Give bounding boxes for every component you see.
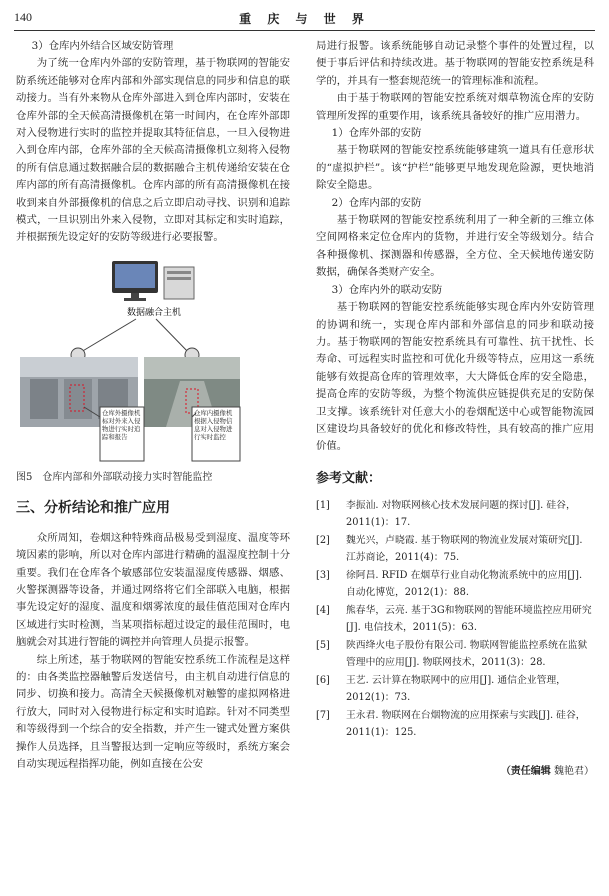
callout-interior-text: 仓库内摄像机根据入侵物信息对入侵物进行实时监控 (194, 408, 233, 441)
paragraph: 局进行报警。该系统能够自动记录整个事件的处置过程，以便于事后评估和持续改进。基于物联网的智能安控系统是科学的，并具有一整套规范统一的管理标准和流程。 (316, 40, 594, 87)
reference-text: 李振汕. 对物联网核心技术发展问题的探讨[J]. 硅谷，2011(1)：17. (346, 500, 576, 529)
reference-item (316, 497, 594, 531)
page-header (14, 8, 595, 31)
subsection-title: 3）仓库内外结合区域安防管理 (31, 40, 174, 52)
reference-item (316, 602, 594, 636)
section-heading: 三、分析结论和推广应用 (16, 500, 170, 517)
paragraph: 综上所述，基于物联网的智能安控系统工作流程是这样的：由各类监控器触警后发送信号，由主机自动进行信息的同步、切换和接力。高清全天候摄像机对触警的虚拟网格进行放大，同时对入侵物进行标定和实时追踪。针对不同类型和等级得到一个综合的安全指数，并产生一键式处置方案供操作人员选择，且当警报达到一定响应等级时，系统方案会自动实现远程指挥功能，例如直接在公安 (16, 653, 290, 770)
paragraph: 由于基于物联网的智能安控系统对烟草物流仓库的安防管理所发挥的重要作用，该系统具备较好的推广应用潜力。 (316, 92, 594, 122)
callout-exterior-text: 仓库外摄像机标对外来入侵物进行实时追踪和报告 (102, 408, 141, 441)
paragraph: 为了统一仓库内外部的安防管理，基于物联网的智能安防系统还能够对仓库内部和外部实现信息的同步和信息的联动接力。当有外来物从仓库外部进入到仓库内部时，安装在仓库外部的全天候高清摄像机在第一时间内，在仓库外部即对入侵物进行实时的监控并提取其特征信息，一旦入侵物进入到仓库内部，仓库外部的全天候高清摄像机立刻将入侵物的所有信息通过数据融合层的数据融合主机传递给安装在仓库内部的所有高清摄像机。仓库内部的所有高清摄像机在接收到来自外部摄像机的信息之后立即启动寻找、识别和追踪模式，一旦识别出外来入侵物，立即对其标定和实时追踪，并根据预先设定好的安防等级进行必要报警。 (16, 57, 290, 244)
paragraph: 基于物联网的智能安控系统利用了一种全新的三维立体空间网格来定位仓库内的货物，并进行安全等级划分。结合各种摄像机、探测器和传感器，全方位、全天候地传递安防数据，确保各类财产安全。 (316, 214, 594, 279)
references-list (316, 497, 594, 741)
reference-item (316, 707, 594, 741)
paragraph: 众所周知，卷烟这种特殊商品极易受到湿度、温度等环境因素的影响，所以对仓库内部进行精确的温湿度控制十分重要。我们在仓库各个敏感部位安装温湿度传感器、烟感、火警探测器等设备，并通过网络将它们全部联入电脑，根据事先设定好的湿度、温度和烟雾浓度的最佳值范围对仓库内区域进行实时检测，当某项指标超过设定的最佳范围时，电脑就会对其进行智能的调控并向管理人员提示报警。 (16, 531, 290, 649)
page-number: 140 (14, 10, 32, 24)
reference-number: [3] (316, 570, 330, 582)
paragraph: 基于物联网的智能安控系统能够实现仓库内外安防管理的协调和统一，实现仓库内部和外部信息的同步和联动接力。基于物联网的智能安控系统具有可靠性、抗干扰性、长寿命、可远程实时监控和可优化升级等特点，应用这一系统能够有效提高仓库的管理效率，大大降低仓库的安全隐患，提高仓库的安防等级，为整个物流供应链提供充足的安防保卫支撑。该系统针对任意大小的卷烟配送中心或智能物流园区建设均具备较好的优化和修改特性，具有较高的推广应用价值。 (316, 301, 594, 453)
reference-number: [7] (316, 710, 330, 722)
editor-name: 魏艳君） (554, 766, 594, 778)
reference-number: [2] (316, 535, 330, 547)
editor-label: （责任编辑 (500, 766, 551, 778)
reference-text: 徐阿昌. RFID 在烟草行业自动化物流系统中的应用[J]. 自动化博览，2012(1)：88. (346, 570, 583, 599)
right-column (316, 38, 594, 781)
reference-item (316, 532, 594, 566)
reference-item (316, 637, 594, 671)
host-label: 数据融合主机 (126, 307, 182, 318)
paragraph: 基于物联网的智能安控系统能够建筑一道具有任意形状的“虚拟护栏”。该“护栏”能够更早地发现危险源，更快地消除安全隐患。 (316, 144, 594, 192)
reference-text: 陕西绛火电子股份有限公司. 物联网智能监控系统在监狱管理中的应用[J]. 物联网技术，2011(3)：28. (346, 640, 588, 669)
figure-illustration (16, 257, 290, 463)
monitor-screen (115, 264, 155, 288)
references-heading: 参考文献： (316, 470, 382, 486)
reference-number: [6] (316, 675, 330, 687)
reference-text: 王艺. 云计算在物联网中的应用[J]. 通信企业管理，2012(1)：73. (346, 675, 566, 704)
figure-caption: 图5 仓库内部和外部联动接力实时智能监控 (16, 471, 213, 483)
figure-5 (16, 257, 290, 463)
reference-item (316, 672, 594, 706)
editor-credit (316, 763, 594, 780)
subsection-title: 1）仓库外部的安防 (331, 127, 422, 140)
reference-text: 魏光兴，卢晓霞. 基于物联网的物流业发展对策研究[J]. 江苏商论，2011(4)：75. (346, 535, 583, 564)
reference-item (316, 567, 594, 601)
reference-number: [1] (316, 500, 330, 512)
journal-title: 重 庆 与 世 界 (239, 12, 370, 26)
reference-text: 王永君. 物联网在台烟物流的应用探索与实践[J]. 硅谷，2011(1)：125. (346, 710, 586, 739)
subsection-title: 3）仓库内外的联动安防 (331, 283, 443, 296)
subsection-title: 2）仓库内部的安防 (331, 196, 422, 209)
reference-number: [5] (316, 640, 330, 652)
reference-text: 熊春华，云亮. 基于3G和物联网的智能环境监控应用研究[J]. 电信技术，2011(5)：63. (346, 605, 592, 634)
reference-number: [4] (316, 605, 330, 617)
left-column (16, 38, 290, 773)
